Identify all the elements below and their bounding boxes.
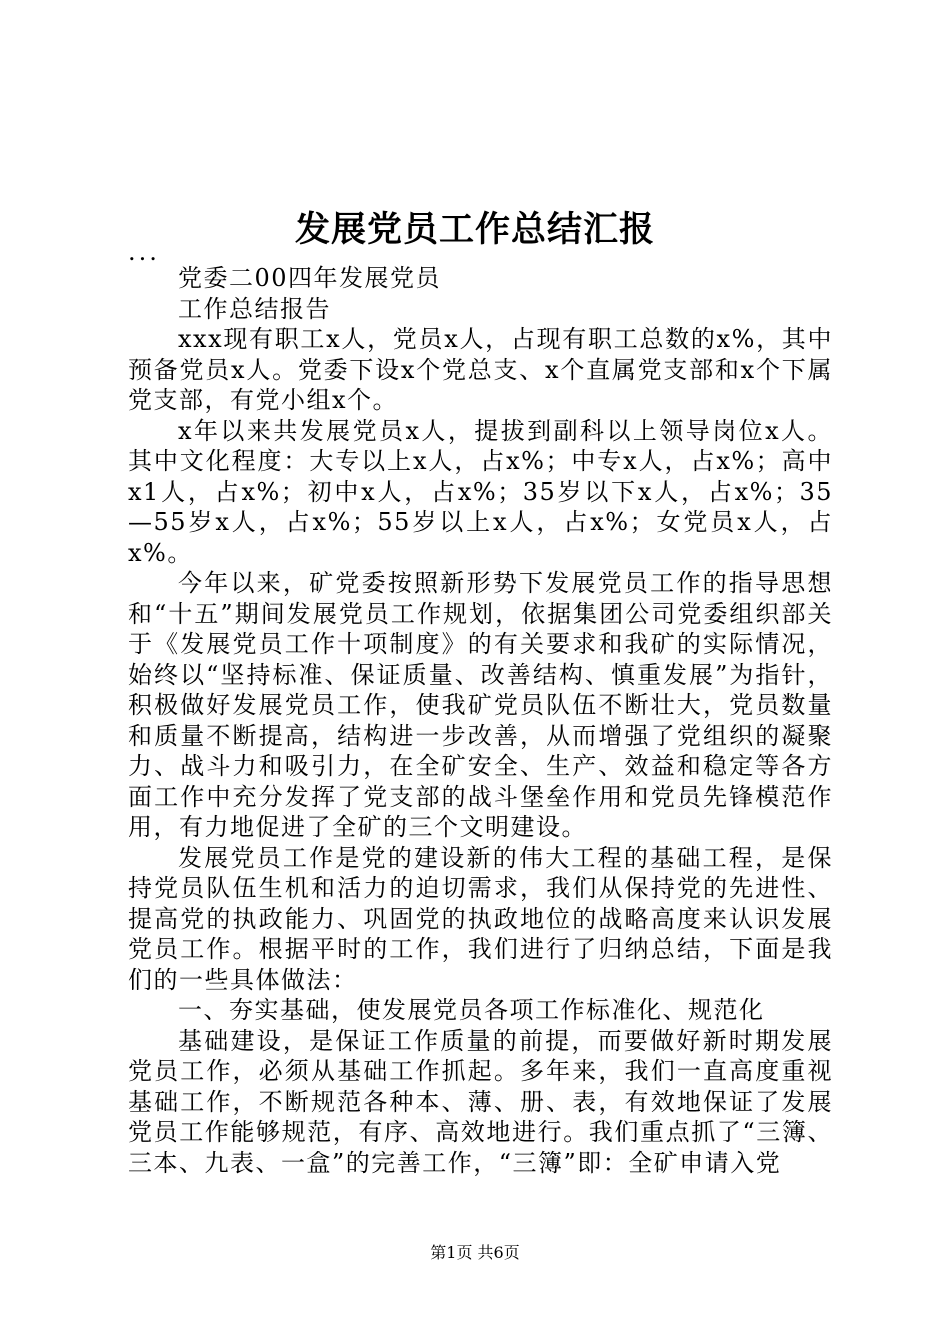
paragraph-importance: 发展党员工作是党的建设新的伟大工程的基础工程，是保持党员队伍生机和活力的迫切需求，我们从保持党的先进性、提高党的执政能力、巩固党的执政地位的战略高度来认识发展党员工作。根据平时的工作，我们进行了归纳总结，下面是我们的一些具体做法： — [128, 843, 833, 994]
paragraph-this-year: 今年以来，矿党委按照新形势下发展党员工作的指导思想和“十五”期间发展党员工作规划，依据集团公司党委组织部关于《发展党员工作十项制度》的有关要求和我矿的实际情况，始终以“坚持标准、保证质量、改善结构、慎重发展”为指针，积极做好发展党员工作，使我矿党员队伍不断壮大，党员数量和质量不断提高，结构进一步改善，从而增强了党组织的凝聚力、战斗力和吸引力，在全矿安全、生产、效益和稳定等各方面工作中充分发挥了党支部的战斗堡垒作用和党员先锋模范作用，有力地促进了全矿的三个文明建设。 — [128, 569, 833, 841]
section-heading-1: 一、夯实基础，使发展党员各项工作标准化、规范化 — [178, 996, 765, 1024]
paragraph-staff-overview: xxx现有职工x人，党员x人，占现有职工总数的x%，其中预备党员x人。党委下设x个党总支、x个直属党支部和x个下属党支部，有党小组x个。 — [128, 325, 833, 414]
paragraph-foundation: 基础建设，是保证工作质量的前提，而要做好新时期发展党员工作，必须从基础工作抓起。多年来，我们一直高度重视基础工作，不断规范各种本、薄、册、表，有效地保证了发展党员工作能够规范，有序、高效地进行。我们重点抓了“三簿、三本、九表、一盒”的完善工作，“三簿”即：全矿申请入党 — [128, 1026, 833, 1177]
paragraph-statistics: x年以来共发展党员x人，提拔到副科以上领导岗位x人。其中文化程度：大专以上x人，占x%；中专x人，占x%；高中x1人，占x%；初中x人，占x%；35岁以下x人，占x%；35—55岁x人，占x%；55岁以上x人，占x%；女党员x人，占x%。 — [128, 416, 833, 567]
document-body — [128, 238, 833, 1178]
heading-line-1: 党委二00四年发展党员 — [178, 264, 442, 292]
page-number: 第1页 共6页 — [430, 1243, 520, 1262]
ellipsis-line: ... — [128, 238, 160, 266]
heading-line-2: 工作总结报告 — [178, 294, 331, 323]
document-title: 发展党员工作总结汇报 — [294, 209, 655, 251]
